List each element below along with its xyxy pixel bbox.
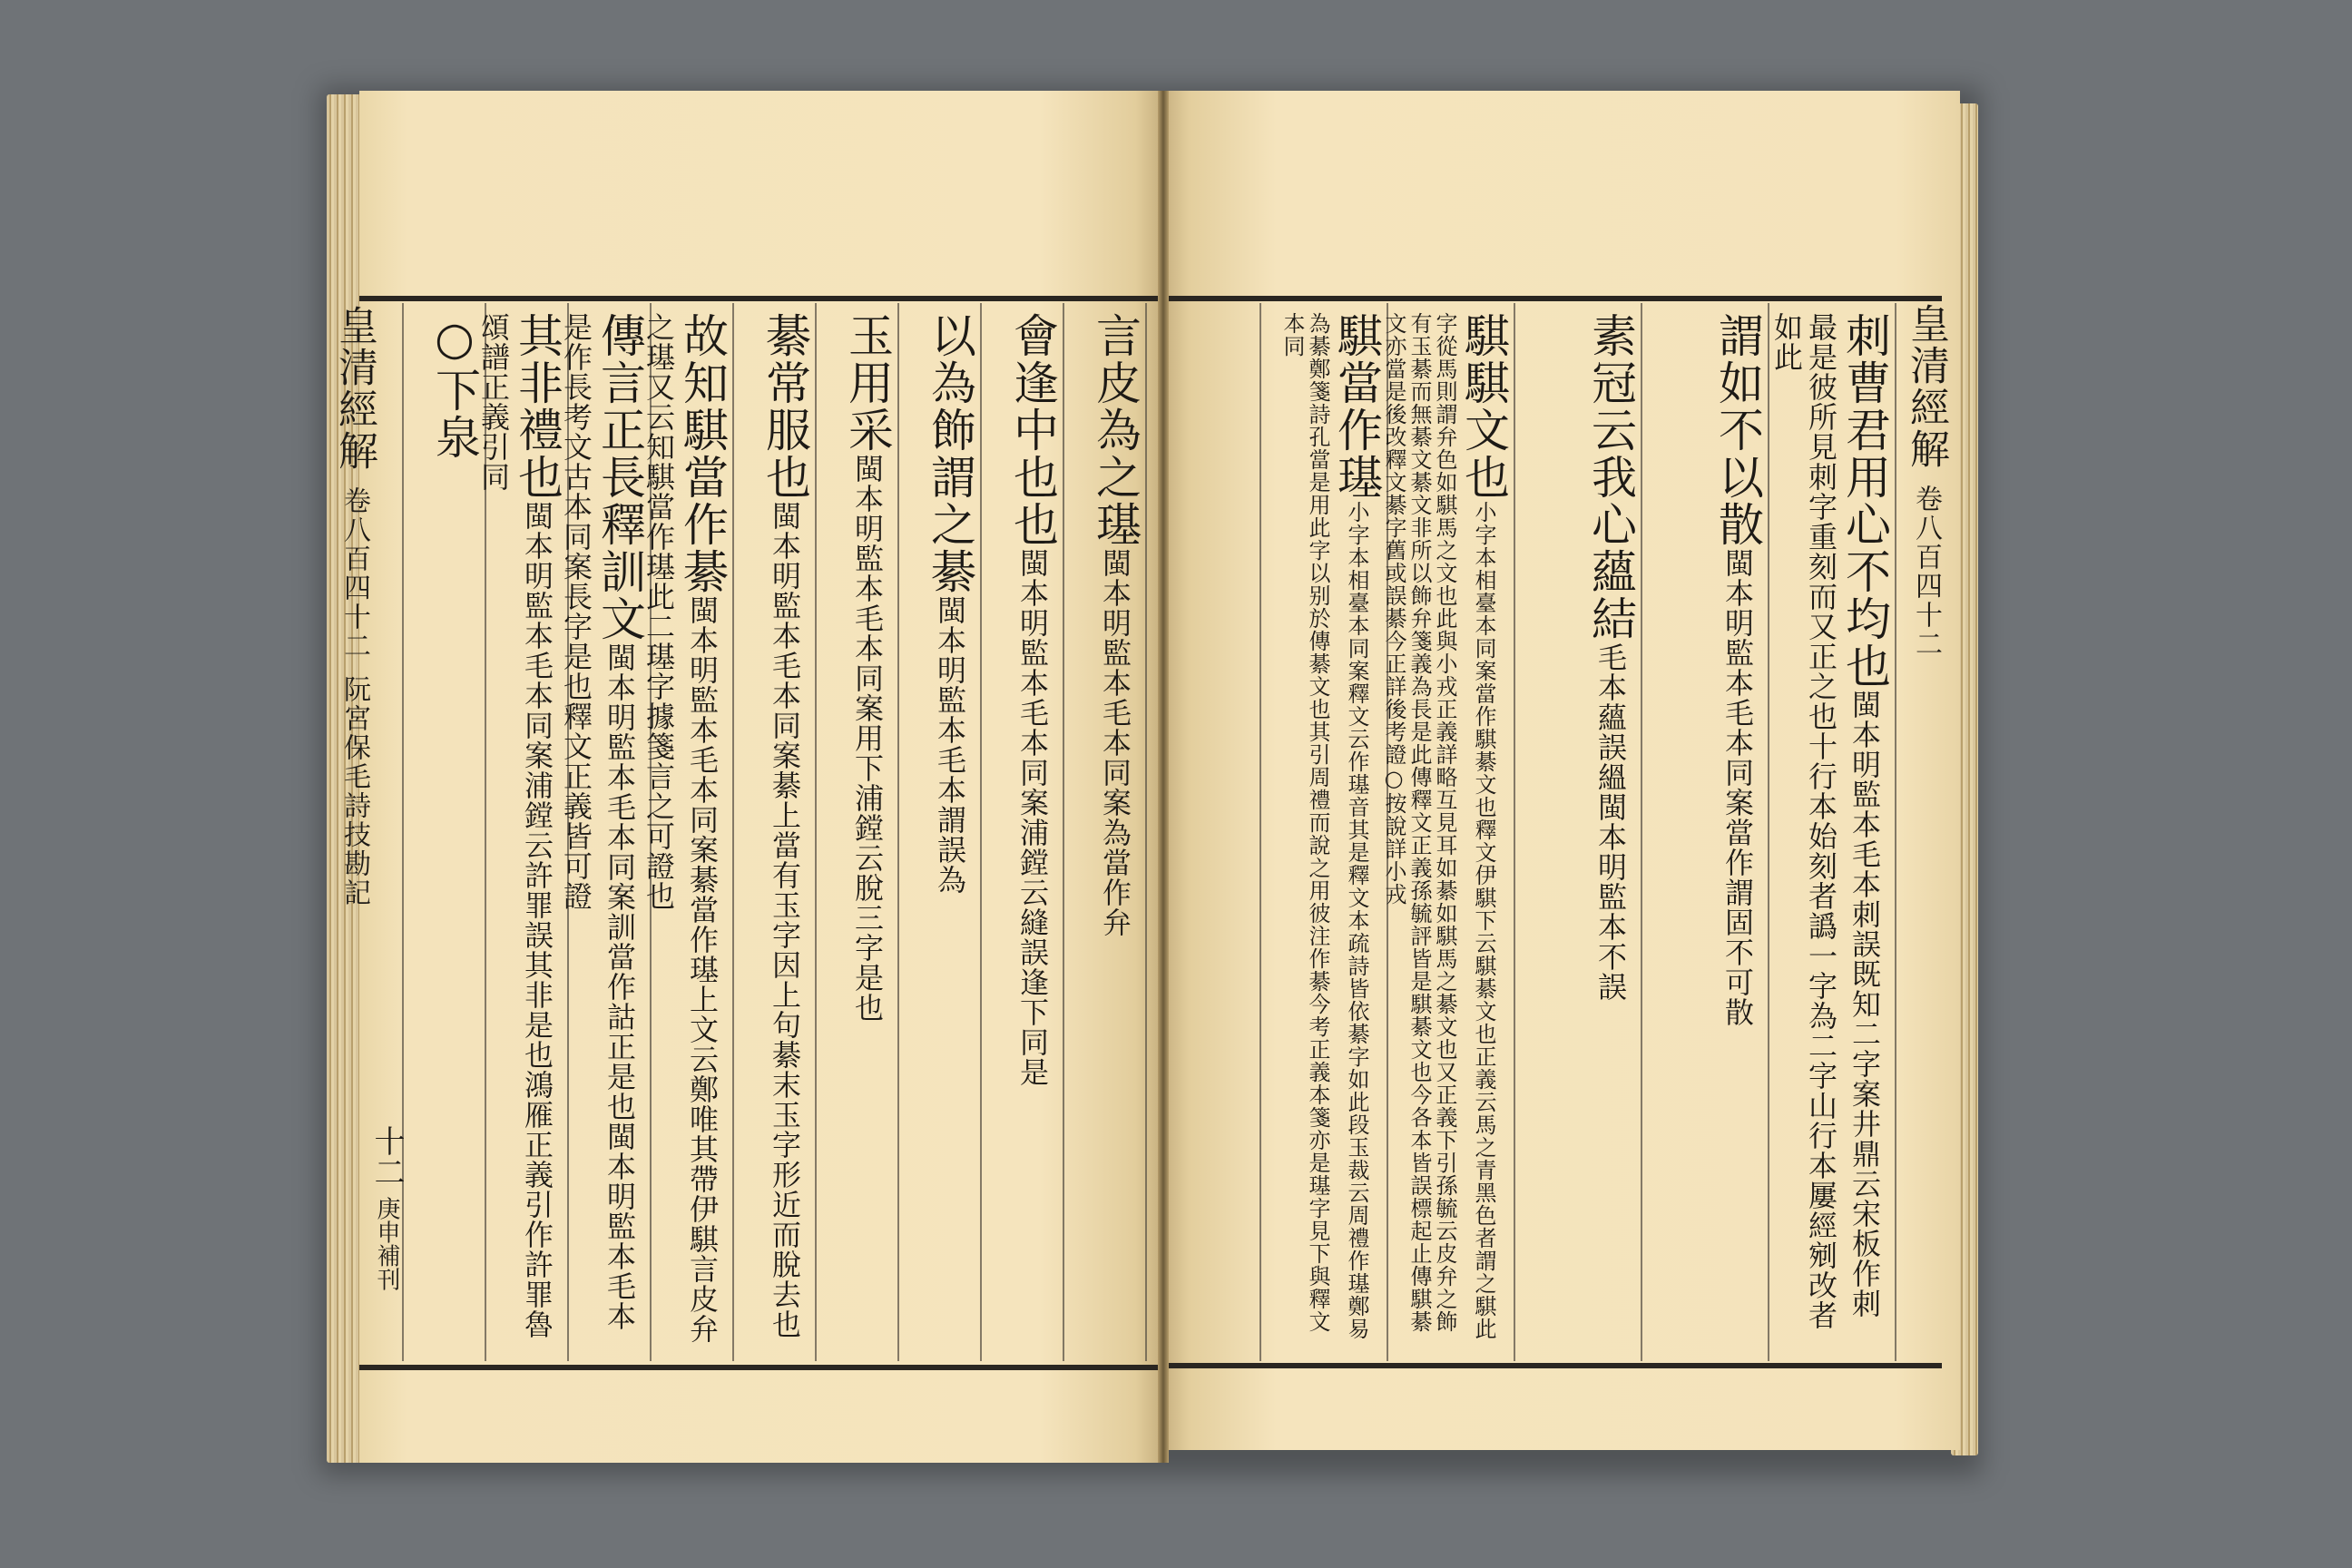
left_page-column-8-main-text: 其非禮也 bbox=[511, 312, 564, 501]
right_page-column-2-main-text: 謂如不以散 bbox=[1711, 312, 1764, 548]
left_page-column-5-annotation: 閩本明監本毛本同案綦上當有玉字因上句綦末玉字形近而脫去也 bbox=[768, 501, 802, 1339]
left-column-rule-1 bbox=[1063, 303, 1064, 1361]
left_page-column-7-annotation: 閩本明監本毛本同案訓當作詁正是也閩本明監本毛本是作長考文古本同案長字是也釋文正義皆可證 bbox=[559, 312, 637, 1331]
right-margin-book-title: 皇清經解 bbox=[1903, 303, 1949, 470]
right_page-column-1-main-text: 刺曹君用心不均也 bbox=[1838, 312, 1891, 690]
right_page-column-5 bbox=[1265, 312, 1383, 1347]
right-column-rule-2 bbox=[1641, 303, 1642, 1361]
left_page-column-5-main-text: 綦常服也 bbox=[759, 312, 811, 501]
left_page-column-8 bbox=[476, 312, 564, 1347]
right_page-column-3 bbox=[1519, 312, 1637, 1347]
left_page-column-4-annotation: 閩本明監本毛本同案用下浦鏜云脫三字是也 bbox=[850, 454, 885, 1023]
left_page-column-9 bbox=[407, 312, 481, 1347]
right_page-column-5-annotation: 小字本相臺本同案釋文云作璂音其是釋文本疏詩皆依綦字如此段玉裁云周禮作璂鄭易為綦鄭箋詩孔當是用此字以别於傳綦文也其引周禮而說之用彼注作綦今考正義本箋亦是璂字見下與釋文本同 bbox=[1279, 312, 1369, 1340]
left-column-rule-5 bbox=[732, 303, 734, 1361]
right-column-rule-3 bbox=[1514, 303, 1515, 1361]
left_page-column-7-main-text: 傳言正長釋訓文 bbox=[593, 312, 646, 642]
left-column-rule-4 bbox=[815, 303, 817, 1361]
right-column-rule-0 bbox=[1895, 303, 1896, 1361]
left-margin-footer bbox=[361, 1125, 405, 1352]
right-margin-juan: 卷八百四十二 bbox=[1910, 485, 1942, 659]
left_page-column-4-main-text: 玉用采 bbox=[841, 312, 894, 454]
margin-subtitle: 阮宮保毛詩技勘記 bbox=[338, 675, 370, 907]
margin-book-title: 皇清經解 bbox=[331, 305, 377, 472]
right_page-column-1 bbox=[1769, 312, 1891, 1347]
left_page-column-2-main-text: 會逢中也也 bbox=[1006, 312, 1059, 548]
left_page-column-2 bbox=[985, 312, 1059, 1347]
margin-edition-note: 庚申補刊 bbox=[373, 1196, 400, 1291]
left_page-column-6 bbox=[642, 312, 729, 1347]
left_page-column-5 bbox=[738, 312, 811, 1347]
right_page-column-3-annotation: 毛本蘊誤縕閩本明監本不誤 bbox=[1593, 642, 1628, 1002]
left_page-column-3-main-text: 以為飾謂之綦 bbox=[924, 312, 976, 595]
left_page-column-1-main-text: 言皮為之璂 bbox=[1089, 312, 1142, 548]
left_page-column-6-annotation: 閩本明監本毛本同案綦當作璂上文云鄭唯其帶伊騏言皮弁之璂又云知騏當作璂此二璂字據箋言之可證也 bbox=[642, 312, 720, 1344]
right_page-column-4-main-text: 騏騏文也 bbox=[1457, 312, 1510, 501]
left-column-rule-3 bbox=[897, 303, 899, 1361]
right-column-rule-5 bbox=[1259, 303, 1261, 1361]
left_page-column-9-main-text: ○下泉 bbox=[428, 312, 481, 461]
left_page-column-7 bbox=[559, 312, 646, 1347]
left_page-column-1 bbox=[1068, 312, 1142, 1347]
left_page-column-4 bbox=[820, 312, 894, 1347]
right_page-column-2-annotation: 閩本明監本毛本同案當作謂固不可散 bbox=[1720, 548, 1755, 1027]
right_page-column-1-annotation: 閩本明監本毛本刺誤既知二字案井鼎云宋板作刺最是彼所見刺字重刻而又正之也十行本始刻者譌一字為二字山行本屢經剜改者如此 bbox=[1769, 312, 1882, 1330]
right_page-column-4 bbox=[1381, 312, 1510, 1347]
right-margin-strip bbox=[1898, 303, 1949, 757]
left_page-column-3-annotation: 閩本明監本毛本謂誤為 bbox=[933, 595, 967, 895]
left_page-column-1-annotation: 閩本明監本毛本同案為當作弁 bbox=[1098, 548, 1132, 937]
right_page-column-3-main-text: 素冠云我心蘊結 bbox=[1584, 312, 1637, 642]
left-column-rule-2 bbox=[980, 303, 982, 1361]
left-column-rule-0 bbox=[1145, 303, 1147, 1361]
left_page-column-3 bbox=[903, 312, 976, 1347]
right_page-column-5-main-text: 騏當作璂 bbox=[1330, 312, 1383, 501]
right_page-column-2 bbox=[1646, 312, 1764, 1347]
right_page-column-4-annotation: 小字本相臺本同案當作騏綦文也釋文伊騏下云騏綦文也正義云馬之青黑色者謂之騏此字從馬則謂弁色如騏馬之文也此與小戎正義詳略互見耳如綦如騏馬之綦文也又正義下引孫毓云皮弁之飾有玉綦而無綦文綦文非所以飾弁箋義為長是此傳釋文正義孫毓評皆是騏綦文也今各本皆誤標起止傳騏綦文亦當是後改釋文綦字舊或誤綦今正詳後考證○按說詳小戎 bbox=[1381, 312, 1496, 1340]
right-column-rule-1 bbox=[1768, 303, 1769, 1361]
left_page-column-8-annotation: 閩本明監本毛本同案浦鏜云許罪誤其非是也鴻雁正義引作許罪魯頌譜正義引同 bbox=[476, 312, 554, 1339]
left_page-column-6-main-text: 故知騏當作綦 bbox=[676, 312, 729, 595]
margin-leaf-number: 十二 bbox=[368, 1125, 405, 1187]
left_page-column-2-annotation: 閩本明監本毛本同案浦鏜云縫誤逢下同是 bbox=[1015, 548, 1050, 1087]
book-gutter bbox=[1158, 91, 1169, 1463]
margin-juan-number: 卷八百四十二 bbox=[338, 486, 370, 661]
